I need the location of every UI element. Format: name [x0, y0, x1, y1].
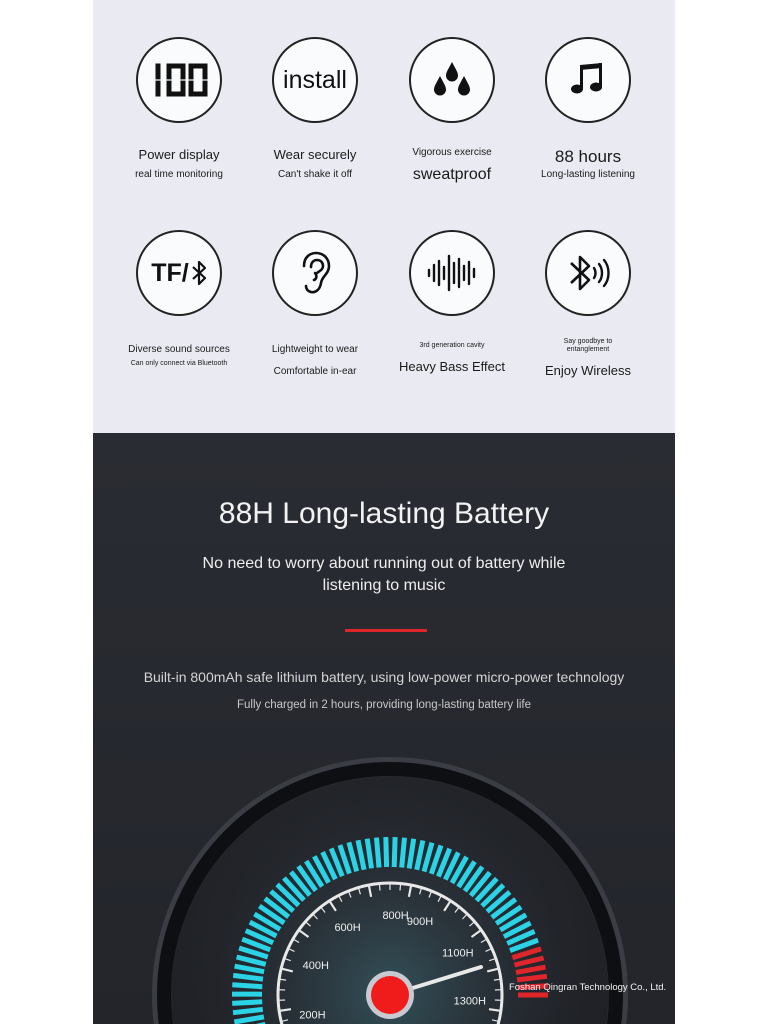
- gauge-segment: [394, 837, 395, 867]
- feature-caption: Can only connect via Bluetooth: [130, 360, 228, 367]
- feature-caption: sweatproof: [412, 166, 492, 183]
- gauge-tick-label: 800H: [382, 910, 409, 923]
- tf-bluetooth-icon: [136, 230, 222, 316]
- battery-title: 88H Long-lasting Battery: [218, 497, 550, 530]
- feature-caption: Enjoy Wireless: [545, 362, 631, 378]
- bluetooth-icon: [191, 259, 207, 287]
- gauge-tick-label: 200H: [299, 1009, 326, 1022]
- gauge-tick-label: 600H: [334, 922, 361, 935]
- feature-title: 88 hours: [554, 147, 622, 166]
- ear-icon: [272, 230, 358, 316]
- feature-title-line2: entanglement: [566, 346, 610, 354]
- feature-title: Say goodbye to: [563, 338, 613, 345]
- gauge-tick-label: 900H: [406, 915, 434, 928]
- feature-heavy-bass: [377, 230, 527, 375]
- install-icon-text: install: [283, 65, 347, 94]
- gauge-segment: [402, 838, 405, 868]
- gauge-tick: [400, 884, 401, 891]
- feature-caption: real time monitoring: [135, 168, 223, 180]
- feature-wear-securely: [240, 37, 390, 181]
- gauge-segment: [386, 837, 387, 867]
- feature-title: Power display: [138, 147, 220, 162]
- gauge-segment: [232, 985, 262, 987]
- battery-charge-info: Fully charged in 2 hours, providing long-lasting battery life: [236, 699, 532, 711]
- battery-subtitle: No need to worry about running out of battery while listening to music: [202, 555, 566, 594]
- accent-divider: [345, 629, 427, 632]
- feature-caption: Comfortable in-ear: [273, 366, 357, 377]
- gauge-tick-label: 1300H: [453, 995, 487, 1008]
- battery-section: [93, 433, 675, 1024]
- feature-caption: Heavy Bass Effect: [399, 359, 505, 375]
- feature-title: Wear securely: [273, 147, 357, 162]
- gauge-segment: [377, 838, 380, 868]
- battery-gauge: [93, 733, 675, 1024]
- gauge-tick-label: 1100H: [441, 947, 474, 960]
- features-section: [93, 0, 675, 433]
- feature-sweatproof: [377, 37, 527, 184]
- gauge-tick: [379, 884, 380, 891]
- gauge-tick-label: 400H: [302, 960, 329, 972]
- sound-wave-icon: [409, 230, 495, 316]
- product-page: [93, 0, 675, 1024]
- gauge-segment: [233, 1009, 263, 1012]
- feature-caption: Can't shake it off: [278, 168, 352, 180]
- install-icon: [272, 37, 358, 123]
- feature-title: Diverse sound sources: [128, 344, 230, 355]
- feature-sound-sources: [104, 230, 254, 368]
- feature-wireless: [513, 230, 663, 378]
- company-watermark: Foshan Qingran Technology Co., Ltd.: [509, 982, 667, 993]
- tf-label: TF/: [151, 258, 189, 287]
- feature-title: 3rd generation cavity: [419, 342, 485, 349]
- feature-caption: Long-lasting listening: [541, 169, 635, 181]
- feature-title: Lightweight to wear: [271, 344, 359, 355]
- feature-lightweight: [240, 230, 390, 378]
- music-note-icon: [545, 37, 631, 123]
- bluetooth-wireless-icon: [545, 230, 631, 316]
- water-drops-icon: [409, 37, 495, 123]
- feature-title: Vigorous exercise: [412, 147, 492, 158]
- battery-spec: Built-in 800mAh safe lithium battery, using low-power micro-power technology: [143, 669, 625, 685]
- feature-88-hours: [513, 37, 663, 181]
- digital-display-icon: [136, 37, 222, 123]
- gauge-hub: [371, 976, 409, 1014]
- gauge-segment: [232, 1002, 262, 1004]
- feature-power-display: [104, 37, 254, 181]
